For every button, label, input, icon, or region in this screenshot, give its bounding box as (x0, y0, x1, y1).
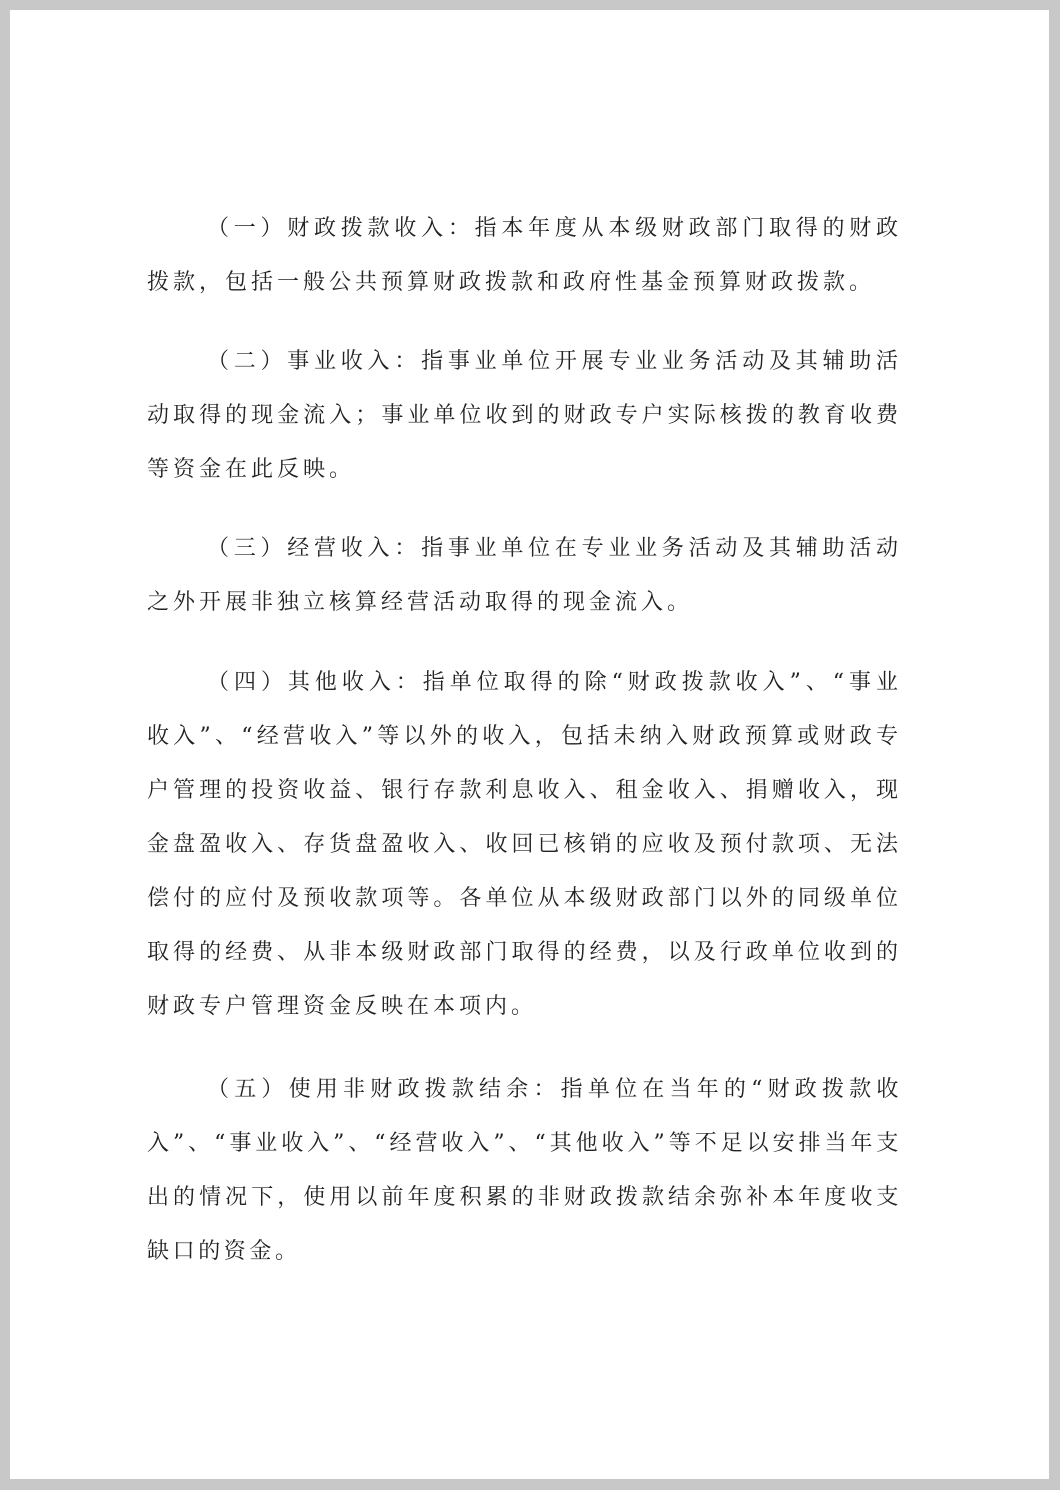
paragraph-fiscal-appropriation-income: （一）财政拨款收入：指本年度从本级财政部门取得的财政拨款，包括一般公共预算财政拨款和政府性基金预算财政拨款。 (147, 216, 902, 295)
paragraph-non-fiscal-balance-usage: （五）使用非财政拨款结余：指单位在当年的“财政拨款收入”、“事业收入”、“经营收入”、“其他收入”等不足以安排当年支出的情况下，使用以前年度积累的非财政拨款结余弥补本年度收支缺口的资金。 (147, 1077, 902, 1264)
paragraph-operating-income: （三）经营收入：指事业单位在专业业务活动及其辅助活动之外开展非独立核算经营活动取得的现金流入。 (147, 536, 902, 615)
paragraph-other-income: （四）其他收入：指单位取得的除“财政拨款收入”、“事业收入”、“经营收入”等以外的收入，包括未纳入财政预算或财政专户管理的投资收益、银行存款利息收入、租金收入、捐赠收入，现金盘盈收入、存货盘盈收入、收回已核销的应收及预付款项、无法偿付的应付及预收款项等。各单位从本级财政部门以外的同级单位取得的经费、从非本级财政部门取得的经费，以及行政单位收到的财政专户管理资金反映在本项内。 (147, 670, 902, 1019)
paragraph-business-income: （二）事业收入：指事业单位开展专业业务活动及其辅助活动取得的现金流入；事业单位收到的财政专户实际核拨的教育收费等资金在此反映。 (147, 349, 902, 482)
document-page (10, 10, 1049, 1479)
